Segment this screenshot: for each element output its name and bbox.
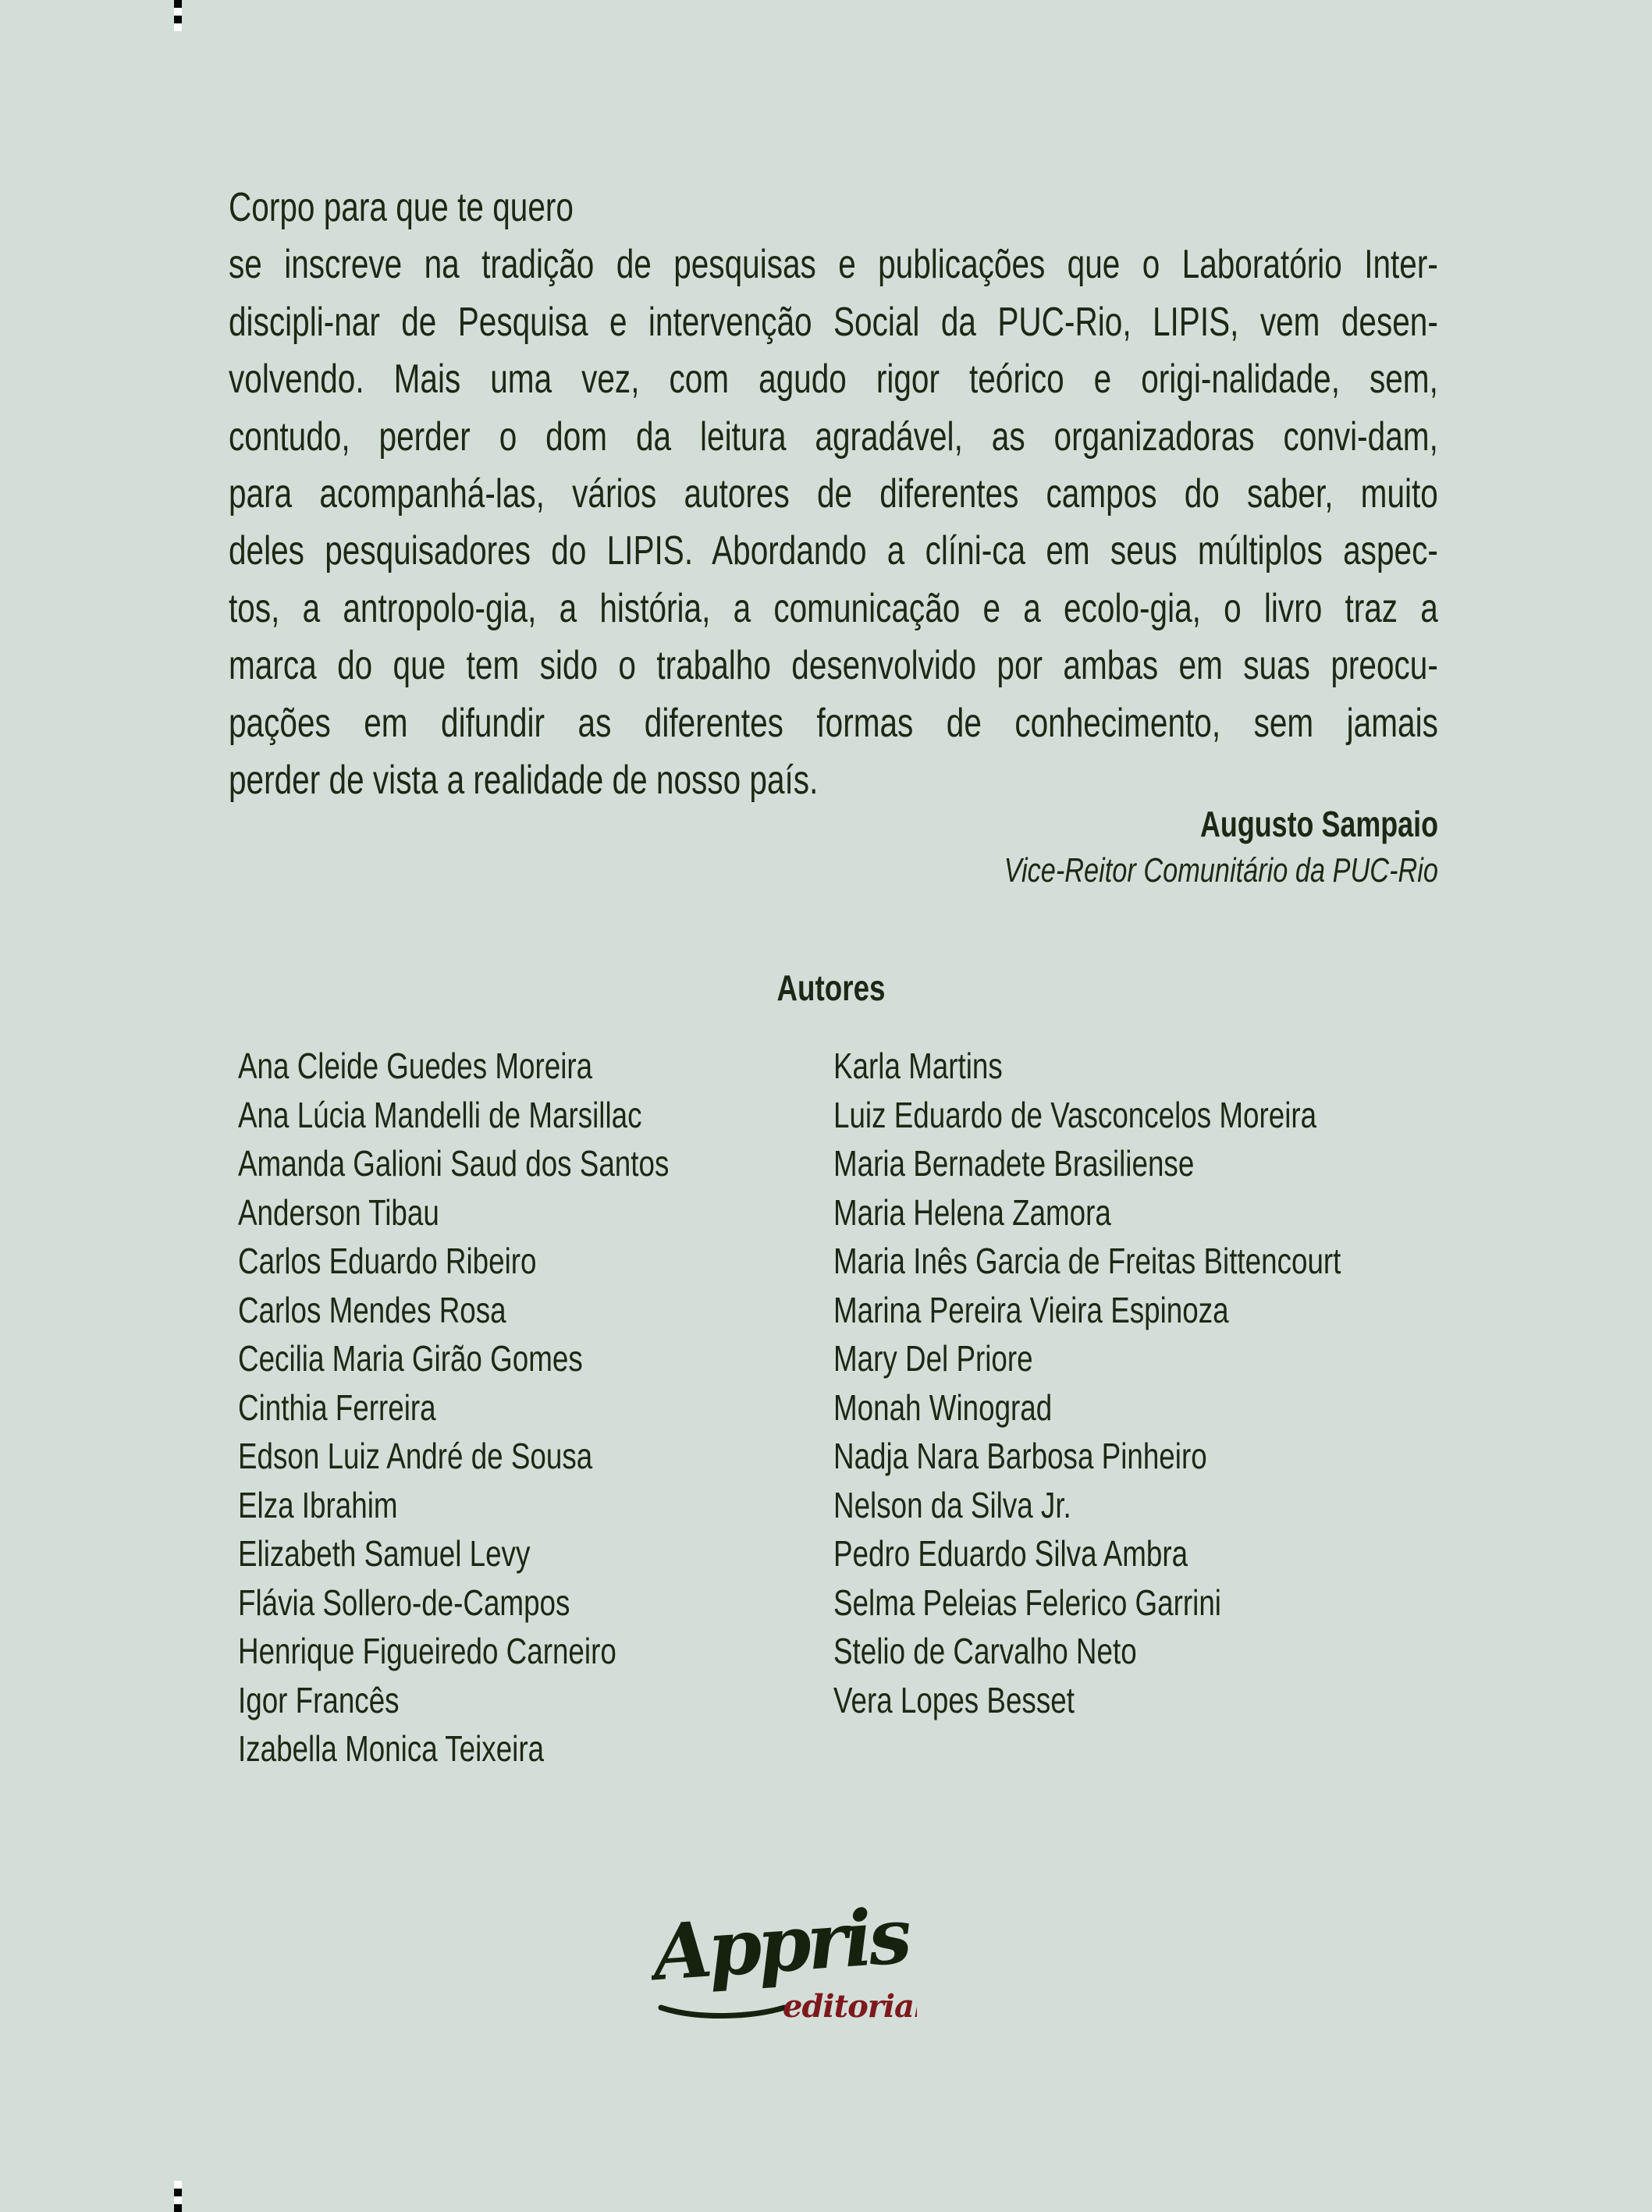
- author-name: Karla Martins: [833, 1046, 1003, 1086]
- author-name: Maria Bernadete Brasiliense: [833, 1143, 1195, 1184]
- author-name: Pedro Eduardo Silva Ambra: [833, 1533, 1188, 1574]
- author-name: Stelio de Carvalho Neto: [833, 1631, 1137, 1671]
- signature-name: Augusto Sampaio: [1199, 804, 1438, 844]
- review-text-block: [229, 179, 1438, 809]
- review-line: pações em difundir as diferentes formas de conhecimento, sem jamais: [229, 700, 1438, 746]
- crop-mark-segment: [174, 2181, 182, 2189]
- review-line: tos, a antropolo-gia, a história, a comunicação e a ecolo-gia, o livro traz a: [229, 585, 1438, 631]
- author-name: Maria Inês Garcia de Freitas Bittencourt: [833, 1241, 1341, 1281]
- crop-mark-bottom: [174, 2181, 182, 2212]
- logo-tagline-text: editorial: [783, 1988, 917, 2025]
- review-line: volvendo. Mais uma vez, com agudo rigor teórico e origi-nalidade, sem,: [229, 357, 1438, 403]
- author-name: Carlos Eduardo Ribeiro: [238, 1241, 537, 1281]
- author-name: Monah Winograd: [833, 1386, 1053, 1428]
- author-name: Anderson Tibau: [238, 1191, 439, 1233]
- book-title: Corpo para que te quero: [229, 185, 574, 230]
- author-name: Elizabeth Samuel Levy: [238, 1533, 531, 1574]
- author-name: Nelson da Silva Jr.: [833, 1484, 1071, 1525]
- authors-heading: Autores: [776, 968, 886, 1008]
- crop-mark-segment: [174, 23, 182, 31]
- signature-role: Vice-Reitor Comunitário da PUC-Rio: [1004, 851, 1438, 889]
- logo-swash: [661, 2008, 784, 2016]
- review-line: deles pesquisadores do LIPIS. Abordando a clíni-ca em seus múltiplos aspec-: [229, 528, 1438, 574]
- signature-block: [830, 801, 1438, 894]
- author-name: Mary Del Priore: [833, 1338, 1033, 1379]
- author-name: Ana Cleide Guedes Moreira: [238, 1046, 593, 1086]
- author-name: Izabella Monica Teixeira: [238, 1728, 545, 1769]
- author-name: Cecilia Maria Girão Gomes: [238, 1338, 583, 1379]
- author-name: Selma Peleias Felerico Garrini: [833, 1582, 1221, 1623]
- crop-mark-segment: [174, 2196, 182, 2204]
- author-name: Ana Lúcia Mandelli de Marsillac: [238, 1094, 642, 1135]
- author-name: Cinthia Ferreira: [238, 1386, 436, 1428]
- authors-left-column: [238, 1042, 925, 1774]
- review-line: marca do que tem sido o trabalho desenvolvido por ambas em suas preocu-: [229, 643, 1438, 689]
- review-line: se inscreve na tradição de pesquisas e publicações que o Laboratório Inter-: [229, 242, 1438, 288]
- author-name: Maria Helena Zamora: [833, 1191, 1111, 1233]
- review-line: contudo, perder o dom da leitura agradável, as organizadoras convi-dam,: [229, 414, 1438, 460]
- author-name: Carlos Mendes Rosa: [238, 1289, 506, 1330]
- author-name: Elza Ibrahim: [238, 1484, 398, 1525]
- publisher-logo: [652, 1898, 917, 2031]
- review-line: para acompanhá-las, vários autores de diferentes campos do saber, muito: [229, 470, 1438, 517]
- crop-mark-segment: [174, 2204, 182, 2212]
- appris-logo-graphic: [652, 1898, 917, 2031]
- author-name: Vera Lopes Besset: [833, 1679, 1075, 1720]
- author-name: Marina Pereira Vieira Espinoza: [833, 1289, 1229, 1330]
- author-name: Igor Francês: [238, 1679, 400, 1720]
- author-name: Nadja Nara Barbosa Pinheiro: [833, 1436, 1207, 1476]
- crop-mark-top: [174, 0, 182, 31]
- review-line: discipli-nar de Pesquisa e intervenção Social da PUC-Rio, LIPIS, vem desen-: [229, 299, 1438, 345]
- crop-mark-segment: [174, 2189, 182, 2196]
- logo-name-text: Appris: [652, 1898, 911, 1999]
- author-name: Henrique Figueiredo Carneiro: [238, 1631, 616, 1671]
- author-name: Amanda Galioni Saud dos Santos: [238, 1143, 670, 1184]
- author-name: Edson Luiz André de Sousa: [238, 1436, 593, 1476]
- review-line: perder de vista a realidade de nosso país.: [229, 757, 819, 803]
- crop-mark-segment: [174, 16, 182, 23]
- crop-mark-segment: [174, 8, 182, 16]
- crop-mark-segment: [174, 0, 182, 8]
- authors-right-column: [833, 1042, 1520, 1724]
- author-name: Luiz Eduardo de Vasconcelos Moreira: [833, 1094, 1317, 1135]
- author-name: Flávia Sollero-de-Campos: [238, 1582, 570, 1623]
